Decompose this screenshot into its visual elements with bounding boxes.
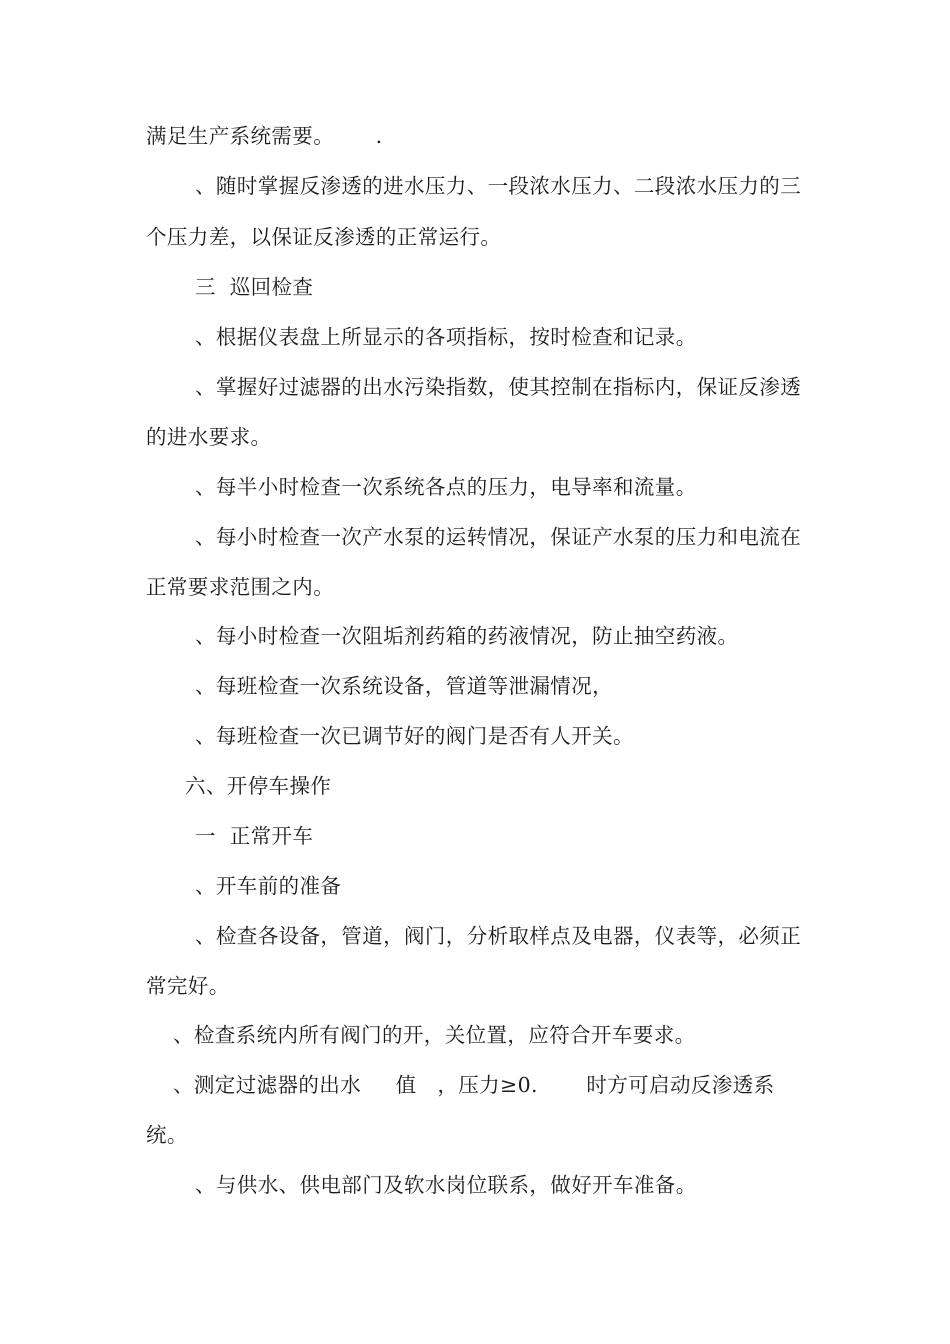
paragraph-line: 、随时掌握反渗透的进水压力、一段浓水压力、二段浓水压力的三: [195, 174, 802, 198]
paragraph-line: 、检查各设备，管道，阀门，分析取样点及电器，仪表等，必须正: [195, 924, 802, 948]
paragraph-line: 、掌握好过滤器的出水污染指数，使其控制在指标内，保证反渗透: [195, 375, 802, 399]
section-heading: 一 正常开车: [195, 824, 314, 848]
paragraph-line: 、检查系统内所有阀门的开，关位置，应符合开车要求。: [173, 1023, 696, 1047]
paragraph-line: 的进水要求。: [146, 425, 272, 449]
section-heading: 六、开停车操作: [185, 774, 332, 798]
paragraph-line: 、每班检查一次系统设备，管道等泄漏情况，: [195, 674, 613, 698]
paragraph-line: 、每半小时检查一次系统各点的压力，电导率和流量。: [195, 475, 697, 499]
section-heading: 三 巡回检查: [195, 275, 314, 299]
paragraph-line: 、测定过滤器的出水 值 ，压力≥0. 时方可启动反渗透系: [173, 1073, 775, 1097]
paragraph-line: 个压力差，以保证反渗透的正常运行。: [146, 225, 502, 249]
paragraph-line: 满足生产系统需要。 .: [146, 124, 383, 148]
paragraph-line: 、开车前的准备: [195, 874, 342, 898]
paragraph-line: 统。: [146, 1123, 188, 1147]
paragraph-line: 常完好。: [146, 974, 230, 998]
paragraph-line: 、与供水、供电部门及软水岗位联系，做好开车准备。: [195, 1173, 697, 1197]
paragraph-line: 正常要求范围之内。: [146, 575, 335, 599]
paragraph-line: 、根据仪表盘上所显示的各项指标，按时检查和记录。: [195, 325, 697, 349]
paragraph-line: 、每班检查一次已调节好的阀门是否有人开关。: [195, 724, 634, 748]
paragraph-line: 、每小时检查一次阻垢剂药箱的药液情况，防止抽空药液。: [195, 624, 739, 648]
paragraph-line: 、每小时检查一次产水泵的运转情况，保证产水泵的压力和电流在: [195, 525, 802, 549]
